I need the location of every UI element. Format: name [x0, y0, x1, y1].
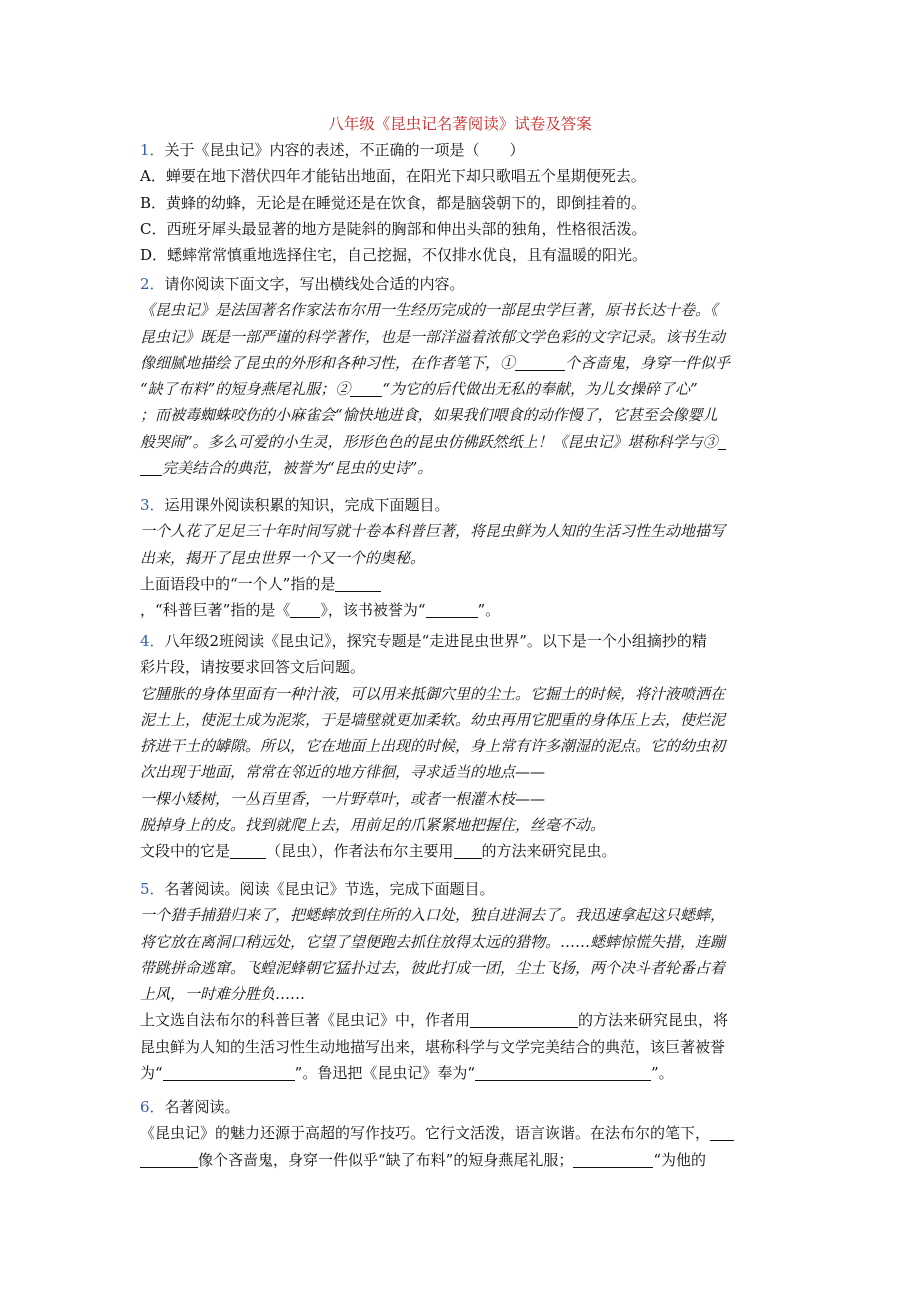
passage-text: “缺了布料”的短身燕尾礼服；② — [140, 380, 351, 399]
passage-line: 上风，一时难分胜负…… — [140, 985, 306, 1004]
question-5 — [140, 876, 800, 1086]
passage-line: 脱掉身上的皮。找到就爬上去，用前足的爪紧紧地把握住，丝毫不动。 — [140, 816, 606, 835]
answer-blank[interactable] — [573, 1149, 653, 1168]
answer-blank[interactable] — [454, 840, 482, 859]
question-line: 彩片段，请按要求回答文后问题。 — [140, 658, 366, 677]
question-text: 运用课外阅读积累的知识，完成下面题目。 — [164, 496, 450, 514]
answer-blank[interactable] — [350, 378, 382, 397]
passage-line: 一个猎手捕猎归来了，把蟋蟀放到住所的入口处，独自进洞去了。我迅速拿起这只蟋蟀， — [140, 906, 726, 925]
question-number: 3． — [140, 496, 165, 514]
question-text: 八年级2班阅读《昆虫记》，探究专题是“走进昆虫世界”。以下是一个小组摘抄的精 — [164, 632, 707, 650]
passage-line: 次出现于地面，常常在邻近的地方徘徊，寻求适当的地点—— — [140, 763, 546, 782]
passage-text: 般哭闹”。多么可爱的小生灵，形形色色的昆虫仿佛跃然纸上！《昆虫记》堪称科学与③ — [140, 432, 718, 451]
question-text: 的方法来研究昆虫，将 — [578, 1011, 729, 1030]
question-text: 《昆虫记》的魅力还源于高超的写作技巧。它行文活泼，语言诙谐。在法布尔的笔下， — [140, 1124, 711, 1143]
answer-blank[interactable] — [710, 1122, 734, 1141]
answer-blank[interactable] — [515, 352, 565, 371]
question-4-stem — [140, 628, 800, 654]
passage-text: 个吝啬鬼，身穿一件似乎 — [565, 353, 731, 372]
answer-blank[interactable] — [718, 431, 726, 450]
answer-blank[interactable] — [475, 1062, 651, 1081]
question-text: ”。 — [477, 601, 501, 620]
question-number: 5． — [140, 880, 165, 898]
question-text: ”。鲁迅把《昆虫记》奉为“ — [294, 1064, 476, 1083]
question-text: “为他的 — [653, 1150, 707, 1169]
question-text: 名著阅读。阅读《昆虫记》节选，完成下面题目。 — [164, 880, 495, 898]
passage-text: “为它的后代做出无私的奉献，为儿女操碎了心” — [382, 380, 698, 399]
answer-blank[interactable] — [335, 573, 381, 592]
question-text: 请你阅读下面文字，写出横线处合适的内容。 — [164, 275, 465, 293]
answer-blank[interactable] — [426, 599, 478, 618]
question-text: 上文选自法布尔的科普巨著《昆虫记》中，作者用 — [140, 1011, 471, 1030]
question-3 — [140, 492, 800, 623]
question-line: 昆虫鲜为人知的生活习性生动地描写出来，堪称科学与文学完美结合的典范，该巨著被誉 — [140, 1037, 726, 1056]
answer-blank[interactable] — [140, 1149, 198, 1168]
question-line — [140, 1147, 800, 1173]
question-text: 文段中的它是 — [140, 842, 231, 861]
question-3-stem — [140, 492, 800, 518]
question-text: 为“ — [140, 1064, 163, 1083]
question-text: 像个吝啬鬼，身穿一件似乎“缺了布料”的短身燕尾礼服； — [198, 1150, 574, 1169]
question-line — [140, 1007, 800, 1033]
passage-line: 出来，揭开了昆虫世界一个又一个的奥秘。 — [140, 548, 426, 567]
option-d: D．蟋蟀常常慎重地选择住宅，自己挖掘，不仅排水优良，且有温暖的阳光。 — [140, 246, 648, 265]
answer-blank[interactable] — [230, 840, 266, 859]
question-1-stem — [140, 137, 800, 163]
passage-text: 像细腻地描绘了昆虫的外形和各种习性，在作者笔下，① — [140, 353, 516, 372]
passage-line — [140, 350, 800, 376]
question-text: 关于《昆虫记》内容的表述，不正确的一项是（ ） — [164, 141, 525, 159]
passage-text: 完美结合的典范，被誉为“昆虫的史诗”。 — [162, 459, 433, 478]
question-text: 上面语段中的“一个人”指的是 — [140, 574, 336, 593]
question-4 — [140, 628, 800, 865]
passage-line: 它腫胀的身体里面有一种汁液，可以用来抵御穴里的尘土。它掘土的时候，将汁液喷洒在 — [140, 684, 726, 703]
option-b: B．黄蜂的幼蜂，无论是在睡觉还是在饮食，都是脑袋朝下的，即倒挂着的。 — [140, 193, 647, 212]
question-text: 的方法来研究昆虫。 — [481, 842, 617, 861]
question-line — [140, 1120, 800, 1146]
question-6-stem — [140, 1094, 800, 1120]
answer-blank[interactable] — [290, 599, 320, 618]
passage-line: 一个人花了足足三十年时间写就十卷本科普巨著，将昆虫鲜为人知的生活习性生动地描写 — [140, 522, 726, 541]
passage-line: 带跳拼命逃窜。飞蝗泥蜂朝它猛扑过去，彼此打成一团，尘土飞扬，两个决斗者轮番占着 — [140, 958, 726, 977]
passage-line: 挤进干土的罅隙。所以，它在地面上出现的时候，身上常有许多潮湿的泥点。它的幼虫初 — [140, 737, 726, 756]
question-2 — [140, 271, 800, 481]
question-number: 4． — [140, 632, 165, 650]
question-line — [140, 597, 800, 623]
question-line — [140, 838, 800, 864]
question-6 — [140, 1094, 800, 1173]
passage-line: ；而被毒蜘蛛咬伤的小麻雀会“愉快地进食，如果我们喂食的动作慢了，它甚至会像婴儿 — [140, 406, 718, 425]
option-c: C．西班牙犀头最显著的地方是陡斜的胸部和伸出头部的独角，性格很活泼。 — [140, 219, 647, 238]
passage-line: 一棵小矮树，一丛百里香，一片野草叶，或者一根灌木枝—— — [140, 789, 546, 808]
question-2-stem — [140, 271, 800, 297]
question-1 — [140, 137, 800, 268]
answer-blank[interactable] — [470, 1009, 578, 1028]
question-line — [140, 571, 800, 597]
passage-line — [140, 376, 800, 402]
question-number: 6． — [140, 1098, 165, 1116]
passage-line — [140, 429, 800, 455]
question-text: ，“科普巨著”指的是《 — [140, 601, 291, 620]
question-text: 名著阅读。 — [164, 1098, 240, 1116]
question-text: （昆虫），作者法布尔主要用 — [266, 842, 454, 861]
question-text: 》，该书被誉为“ — [320, 601, 426, 620]
question-number: 2． — [140, 275, 165, 293]
question-text: ”。 — [651, 1064, 674, 1083]
passage-line: 将它放在离洞口稍远处，它望了望便跑去抓住放得太远的猎物。……蟋蟀惊慌失措，连蹦 — [140, 932, 726, 951]
question-line — [140, 1060, 800, 1086]
answer-blank[interactable] — [163, 1062, 295, 1081]
answer-blank[interactable] — [140, 457, 162, 476]
passage-line: 泥土上，使泥土成为泥浆，于是墙壁就更加柔软。幼虫再用它肥重的身体压上去，使烂泥 — [140, 710, 726, 729]
passage-line: 昆虫记》既是一部严谨的科学著作，也是一部洋溢着浓郁文学色彩的文字记录。该书生动 — [140, 327, 726, 346]
question-5-stem — [140, 876, 800, 902]
passage-line — [140, 455, 800, 481]
question-number: 1． — [140, 141, 165, 159]
page-title: 八年级《昆虫记名著阅读》试卷及答案 — [328, 115, 592, 133]
option-a: A．蝉要在地下潜伏四年才能钻出地面，在阳光下却只歌唱五个星期便死去。 — [140, 167, 646, 186]
passage-line: 《昆虫记》是法国著名作家法布尔用一生经历完成的一部昆虫学巨著，原书长达十卷。《 — [140, 301, 718, 320]
